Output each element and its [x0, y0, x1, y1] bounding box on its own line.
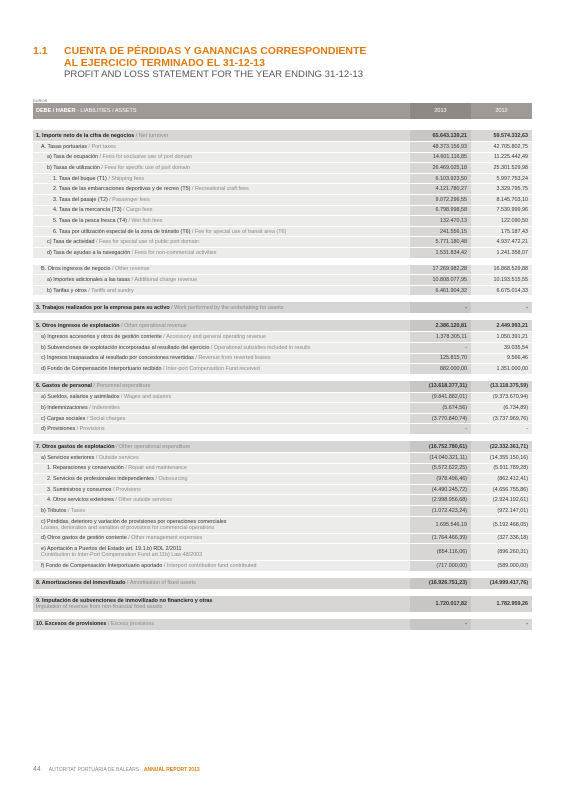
- row-label: 1. Tasa del buque (T1) / Shipping fees: [33, 174, 410, 184]
- row-label-es: 3. Trabajos realizados por la empresa para su activo: [36, 304, 170, 311]
- table-row: [33, 533, 532, 544]
- footer-org: AUTORITAT PORTUÀRIA DE BALEARS: [48, 766, 140, 773]
- row-label: 8. Amortizaciones del inmovilizado / Amortisation of fixed assets: [33, 578, 410, 589]
- value-2012: (3.737.969,76): [471, 414, 532, 424]
- row-label: 3. Suministros y consumos / Provisions: [33, 485, 410, 495]
- table-row: [33, 331, 532, 342]
- value-2012: 1.241.358,07: [471, 248, 532, 258]
- table-row: [33, 215, 532, 226]
- title-es-line1: CUENTA DE PÉRDIDAS Y GANANCIAS CORRESPONDIENTE: [64, 45, 367, 57]
- row-label: 6. Tasa por utilización especial de la zona de tránsito (T6) / Fee for special use of transit area (T6): [33, 227, 410, 237]
- row-label: 3. Trabajos realizados por la empresa para su activo / Work performed by the undertaking for assets: [33, 302, 410, 313]
- value-2013: 1.695.546,19: [410, 517, 471, 533]
- value-2012: 5.997.753,24: [471, 174, 532, 184]
- value-2013: 6.461.904,32: [410, 286, 471, 296]
- value-2012: (5.192.468,05): [471, 517, 532, 533]
- section-number: 1.1: [33, 45, 48, 57]
- row-label-es: b) Tarifas y otros: [47, 287, 87, 294]
- title-es-line2: AL EJERCICIO TERMINADO EL 31-12-13: [64, 57, 265, 69]
- table-row: [33, 543, 532, 560]
- table-row: [33, 236, 532, 247]
- row-label-en: Interport contribution fund contributed: [166, 563, 257, 570]
- row-label-es: d) Tasa de ayudas a la navegación: [47, 249, 131, 256]
- row-label-es: 1. Tasa del buque (T1): [53, 175, 107, 182]
- table-row: [33, 353, 532, 364]
- row-label-es: f) Fondo de Compensación Interportuario aportado: [41, 563, 163, 570]
- value-2012: (6.734,89): [471, 403, 532, 413]
- value-2013: 132.470,13: [410, 216, 471, 226]
- value-2013: 17.269.982,28: [410, 265, 471, 275]
- value-2013: (4.490.245,72): [410, 485, 471, 495]
- value-2012: (589.000,00): [471, 561, 532, 571]
- row-label: 5. Otros ingresos de explotación / Other operational revenue: [33, 320, 410, 331]
- value-2013: (16.926.751,23): [410, 578, 471, 589]
- row-label: [33, 517, 410, 533]
- table-row: [33, 402, 532, 413]
- row-label-en: Imputation of revenue from non-financial fixed assets: [36, 603, 163, 610]
- row-label: b) Tributos / Taxes: [33, 506, 410, 516]
- row-label: 4. Tasa de la mercancía (T3) / Cargo fees: [33, 206, 410, 216]
- row-label: b) Indemnizaciones / Indemnities: [33, 403, 410, 413]
- value-2012: 25.301.529,98: [471, 163, 532, 173]
- table-row: [33, 141, 532, 152]
- row-label-es: b) Tasas de utilización: [47, 164, 100, 171]
- row-label-es: A. Tasas portuarias: [41, 143, 88, 150]
- value-2013: 14.601.116,85: [410, 153, 471, 163]
- row-label-es: a) Sueldos, salarios y asimilados: [41, 394, 120, 401]
- row-label: 1. Reparaciones y conservación / Repair and maintenance: [33, 464, 410, 474]
- value-2012: 39.035,54: [471, 343, 532, 353]
- table-row: [33, 363, 532, 374]
- row-label-es: 5. Tasa de la pesca fresca (T4): [53, 217, 127, 224]
- table-row: [33, 516, 532, 533]
- row-label: a) Importes adicionales a las tasas / Additional charge revenue: [33, 275, 410, 285]
- value-2013: (978.496,46): [410, 474, 471, 484]
- row-label-en: Inter-port Compensation Fund received: [165, 365, 260, 372]
- value-2012: -: [471, 619, 532, 630]
- row-label-es: 7. Otros gastos de explotación: [36, 443, 115, 450]
- table-row: [33, 452, 532, 463]
- row-label-es: c) Tasa de actividad: [47, 239, 95, 246]
- value-2012: (972.147,01): [471, 506, 532, 516]
- table-row: [33, 274, 532, 285]
- row-label: 6. Gastos de personal / Personnel expenditure: [33, 381, 410, 392]
- row-label: A. Tasas portuarias / Port taxes: [33, 142, 410, 152]
- value-2013: (2.998.956,68): [410, 495, 471, 505]
- value-2012: (14.999.417,76): [471, 578, 532, 589]
- value-2012: 1.782.959,26: [471, 596, 532, 612]
- row-label-es: a) Servicios exteriores: [41, 454, 95, 461]
- footer-report: ANNUAL REPORT 2013: [143, 766, 200, 773]
- value-2012: (2.924.192,61): [471, 495, 532, 505]
- page-title: [33, 45, 533, 81]
- row-label-es: c) Cargas sociales: [41, 415, 86, 422]
- row-label-en: Outsourcing: [158, 476, 188, 483]
- value-2013: (16.752.780,61): [410, 441, 471, 452]
- row-label-es: b) Tributos: [41, 507, 67, 514]
- value-2012: 8.145.703,10: [471, 195, 532, 205]
- row-label-es: 5. Otros ingresos de explotación: [36, 322, 120, 329]
- value-2012: (13.118.375,59): [471, 381, 532, 392]
- row-label-en: Wet fish fees: [131, 217, 163, 224]
- value-2013: 26.469.025,18: [410, 163, 471, 173]
- row-label-en: Cargo fees: [126, 207, 153, 214]
- table-body: [33, 129, 532, 630]
- page-number: 44: [33, 766, 41, 773]
- value-2012: 3.329.795,75: [471, 184, 532, 194]
- table-row: [33, 342, 532, 353]
- row-label-es: 2. Servicios de profesionales independientes: [47, 476, 154, 483]
- value-2012: 4.937.472,21: [471, 237, 532, 247]
- row-label: d) Provisiones / Provisions: [33, 424, 410, 434]
- row-label-es: 1. Reparaciones y conservación: [47, 465, 124, 472]
- row-label-es: a) Tasa de ocupación: [47, 154, 99, 161]
- value-2012: 1.351.000,00: [471, 364, 532, 374]
- row-label-es: 8. Amortizaciones del inmovilizado: [36, 580, 126, 587]
- value-2013: (5.674,56): [410, 403, 471, 413]
- row-label-es: 6. Tasa por utilización especial de la zona de tránsito (T6): [53, 228, 191, 235]
- header-label: DEBE / HABER - LIABILITIES / ASSETS: [36, 108, 137, 114]
- row-label: 7. Otros gastos de explotación / Other operational expenditure: [33, 441, 410, 452]
- table-row: [33, 152, 532, 163]
- row-label: c) Tasa de actividad / Fees for special use of public port domain: [33, 237, 410, 247]
- row-label-en: Operational subsidies included in results: [213, 344, 311, 351]
- row-label: f) Fondo de Compensación Interportuario aportado / Interport contribution fund contributed: [33, 561, 410, 571]
- value-2012: 7.530.999,96: [471, 206, 532, 216]
- row-label: a) Sueldos, salarios y asimilados / Wages and salaries: [33, 393, 410, 403]
- value-2012: 175.187,43: [471, 227, 532, 237]
- value-2013: -: [410, 619, 471, 630]
- value-2013: 9.072.296,55: [410, 195, 471, 205]
- row-label: d) Fondo de Compensación Interportuario recibido / Inter-port Compensation Fund received: [33, 364, 410, 374]
- value-2013: 6.798.998,58: [410, 206, 471, 216]
- row-label: a) Servicios exteriores / Outside services: [33, 453, 410, 463]
- row-label-es: 3. Suministros y consumos: [47, 486, 112, 493]
- value-2012: 11.225.442,49: [471, 153, 532, 163]
- row-label: a) Ingresos accesorios y otros de gestión corriente / Accessory and general operating revenue: [33, 332, 410, 342]
- value-2012: (862.412,41): [471, 474, 532, 484]
- row-label: [33, 544, 410, 560]
- row-label-en: Work performed by the undertaking for assets: [174, 304, 284, 311]
- row-label-en: Fee for special use of transit area (T6): [194, 228, 287, 235]
- row-label-en: Fees for non-commercial activities: [134, 249, 217, 256]
- table-row: [33, 162, 532, 173]
- row-label-es: 2. Tasa de las embarcaciones deportivas y de recreo (T5): [53, 186, 191, 193]
- value-2012: -: [471, 302, 532, 313]
- table-row: [33, 319, 532, 331]
- value-2013: 6.103.923,50: [410, 174, 471, 184]
- value-2013: 2.386.120,81: [410, 320, 471, 331]
- row-label-es: d) Otros gastos de gestión corriente: [41, 535, 127, 542]
- table-row: [33, 484, 532, 495]
- value-2013: 48.373.156,93: [410, 142, 471, 152]
- value-2013: 882.000,00: [410, 364, 471, 374]
- row-label-es: 4. Tasa de la mercancía (T3): [53, 207, 122, 214]
- row-label-en: Other management expenses: [131, 535, 203, 542]
- row-label: 2. Servicios de profesionales independientes / Outsourcing: [33, 474, 410, 484]
- table-row: [33, 494, 532, 505]
- value-2013: (14.040.321,11): [410, 453, 471, 463]
- row-label: d) Otros gastos de gestión corriente / Other management expenses: [33, 534, 410, 544]
- table-row: [33, 473, 532, 484]
- row-label-en: Personnel expenditure: [96, 383, 151, 390]
- row-label-en: Outside services: [98, 454, 139, 461]
- value-2012: 122.090,50: [471, 216, 532, 226]
- table-row: [33, 194, 532, 205]
- value-2013: -: [410, 424, 471, 434]
- row-label: 3. Tasa del pasaje (T2) / Passenger fees: [33, 195, 410, 205]
- value-2013: (5.572.622,25): [410, 464, 471, 474]
- row-label-en: Accessory and general operating revenue: [166, 334, 267, 341]
- table-row: [33, 380, 532, 392]
- row-label: b) Tasas de utilización / Fees for specific use of port domain: [33, 163, 410, 173]
- table-row: [33, 205, 532, 216]
- table-row: [33, 285, 532, 296]
- value-2013: (3.770.840,74): [410, 414, 471, 424]
- title-en: PROFIT AND LOSS STATEMENT FOR THE YEAR ENDING 31-12-13: [64, 69, 364, 80]
- value-2013: 4.121.780,27: [410, 184, 471, 194]
- row-label: b) Tarifas y otros / Tariffs and sundry: [33, 286, 410, 296]
- table-row: [33, 183, 532, 194]
- table-row: [33, 413, 532, 424]
- value-2012: 6.675.014,33: [471, 286, 532, 296]
- row-label-en: Indemnities: [92, 405, 120, 412]
- value-2012: 42.705.802,75: [471, 142, 532, 152]
- row-label: 5. Tasa de la pesca fresca (T4) / Wet fish fees: [33, 216, 410, 226]
- row-label-es: d) Fondo de Compensación Interportuario recibido: [41, 365, 162, 372]
- row-label-en: Provisions: [115, 486, 141, 493]
- row-label-es: 4. Otros servicios exteriores: [47, 497, 114, 504]
- value-2013: -: [410, 343, 471, 353]
- row-label-en: Revenue from reverted leases: [198, 355, 271, 362]
- row-label-en: Provisions: [79, 426, 105, 433]
- table-row: [33, 264, 532, 275]
- row-label: B. Otros ingresos de negocio / Other revenue: [33, 265, 410, 275]
- value-2013: 5.771.180,48: [410, 237, 471, 247]
- row-label-en: Recreational craft fees: [194, 186, 249, 193]
- row-label-en: Other outside services: [118, 497, 172, 504]
- value-2012: 10.193.515,55: [471, 275, 532, 285]
- row-label: 2. Tasa de las embarcaciones deportivas y de recreo (T5) / Recreational craft fees: [33, 184, 410, 194]
- row-label-en: Contribution to Inter-Port Compensation Fund art.11b) Law 48/2003: [41, 552, 203, 559]
- value-2013: 241.556,15: [410, 227, 471, 237]
- row-label-en: Losses, derioration and variation of provisions for commercial operations: [41, 524, 215, 531]
- row-label-es: 9. Imputación de subvenciones de inmovilizado no financiero y otras: [36, 597, 213, 604]
- value-2012: (4.656.755,86): [471, 485, 532, 495]
- header-year-2013: 2013: [410, 103, 471, 119]
- value-2012: 9.566,46: [471, 354, 532, 364]
- table-row: [33, 505, 532, 516]
- value-2013: (13.618.377,31): [410, 381, 471, 392]
- row-label-en: Other operational revenue: [124, 322, 187, 329]
- row-label-en: Excess provisions: [110, 621, 155, 628]
- value-2012: (9.373.670,94): [471, 393, 532, 403]
- value-2013: 1.720.017,82: [410, 596, 471, 612]
- header-year-2012: 2012: [495, 108, 508, 114]
- row-label: 10. Excesos de provisiones / Excess provisions: [33, 619, 410, 630]
- value-2013: 1.378.305,11: [410, 332, 471, 342]
- row-label-es: 1. Importe neto de la cifra de negocios: [36, 132, 135, 139]
- value-2013: 65.643.139,21: [410, 130, 471, 141]
- table-row: [33, 560, 532, 571]
- row-label-en: Fees for exclusive use of port domain: [102, 154, 193, 161]
- row-label-en: Other revenue: [115, 266, 150, 273]
- table-row: [33, 595, 532, 612]
- row-label: 1. Importe neto de la cifra de negocios / Net turnover: [33, 130, 410, 141]
- row-label-en: Other operational expenditure: [118, 443, 191, 450]
- row-label: b) Subvenciones de explotación incorporadas al resultado del ejercicio / Operational subsidies included in results: [33, 343, 410, 353]
- value-2013: -: [410, 302, 471, 313]
- row-label-es: b) Indemnizaciones: [41, 405, 88, 412]
- value-2013: 125.815,70: [410, 354, 471, 364]
- row-label-en: Additional charge revenue: [134, 276, 198, 283]
- row-label-es: c) Ingresos traspasados al resultado por concesiones revertidas: [41, 355, 194, 362]
- row-label-en: Amortisation of fixed assets: [129, 580, 196, 587]
- row-label-en: Fees for specific use of port domain: [104, 164, 190, 171]
- row-label-en: Fees for special use of public port domain: [99, 239, 199, 246]
- row-label-en: Tariffs and sundry: [91, 287, 134, 294]
- row-label-en: Passenger fees: [112, 196, 150, 203]
- page-footer: 44 AUTORITAT PORTUÀRIA DE BALEARS · ANNUAL REPORT 2013: [33, 766, 200, 773]
- value-2013: (9.841.882,01): [410, 393, 471, 403]
- row-label-en: Wages and salaries: [124, 394, 172, 401]
- row-label-en: Net turnover: [138, 132, 169, 139]
- row-label-es: e) Aportación a Puertos del Estado art. 19.1.b) RDL 2/2011: [41, 546, 182, 553]
- value-2013: (717.000,00): [410, 561, 471, 571]
- value-2012: 59.574.332,63: [471, 130, 532, 141]
- table-row: [33, 392, 532, 403]
- value-2012: 1.050.391,21: [471, 332, 532, 342]
- row-label-es: d) Provisiones: [41, 426, 76, 433]
- row-label: a) Tasa de ocupación / Fees for exclusive use of port domain: [33, 153, 410, 163]
- value-2012: (327.336,18): [471, 534, 532, 544]
- table-row: [33, 129, 532, 141]
- value-2013: (854.116,06): [410, 544, 471, 560]
- value-2013: (1.072.423,24): [410, 506, 471, 516]
- row-label: c) Cargas sociales / Social charges: [33, 414, 410, 424]
- row-label-es: 6. Gastos de personal: [36, 383, 93, 390]
- row-label-en: Port taxes: [91, 143, 116, 150]
- table-row: [33, 577, 532, 589]
- row-label-es: 3. Tasa del pasaje (T2): [53, 196, 108, 203]
- table-row: [33, 173, 532, 184]
- table-row: [33, 463, 532, 474]
- table-row: [33, 301, 532, 313]
- table-row: [33, 423, 532, 434]
- value-2012: (5.911.789,28): [471, 464, 532, 474]
- profit-loss-table: [33, 103, 532, 630]
- currency-unit: EUROS: [33, 98, 48, 103]
- row-label: 4. Otros servicios exteriores / Other outside services: [33, 495, 410, 505]
- value-2012: (896.260,31): [471, 544, 532, 560]
- value-2012: -: [471, 424, 532, 434]
- row-label: d) Tasa de ayudas a la navegación / Fees for non-commercial activities: [33, 248, 410, 258]
- row-label-es: b) Subvenciones de explotación incorporadas al resultado del ejercicio: [41, 344, 210, 351]
- value-2012: (14.355.150,16): [471, 453, 532, 463]
- row-label: [33, 596, 410, 612]
- value-2012: 16.868.529,88: [471, 265, 532, 275]
- value-2012: 2.449.993,21: [471, 320, 532, 331]
- value-2013: (1.764.466,39): [410, 534, 471, 544]
- row-label-es: a) Importes adicionales a las tasas: [47, 276, 130, 283]
- row-label: c) Ingresos traspasados al resultado por concesiones revertidas / Revenue from reverted leases: [33, 354, 410, 364]
- row-label-es: c) Pérdidas, deterioro y variación de provisiones por operaciones comerciales: [41, 518, 227, 525]
- row-label-en: Taxes: [70, 507, 86, 514]
- row-label-es: a) Ingresos accesorios y otros de gestión corriente: [41, 334, 162, 341]
- table-row: [33, 226, 532, 237]
- row-label-es: B. Otros ingresos de negocio: [41, 266, 111, 273]
- value-2013: 1.531.834,42: [410, 248, 471, 258]
- table-header: [33, 103, 532, 119]
- table-row: [33, 618, 532, 630]
- row-label-en: Repair and maintenance: [128, 465, 187, 472]
- value-2012: (22.332.361,71): [471, 441, 532, 452]
- table-row: [33, 247, 532, 258]
- value-2013: 10.808.077,95: [410, 275, 471, 285]
- row-label-en: Social charges: [89, 415, 126, 422]
- row-label-es: 10. Excesos de provisiones: [36, 621, 107, 628]
- row-label-en: Shipping fees: [111, 175, 145, 182]
- table-row: [33, 440, 532, 452]
